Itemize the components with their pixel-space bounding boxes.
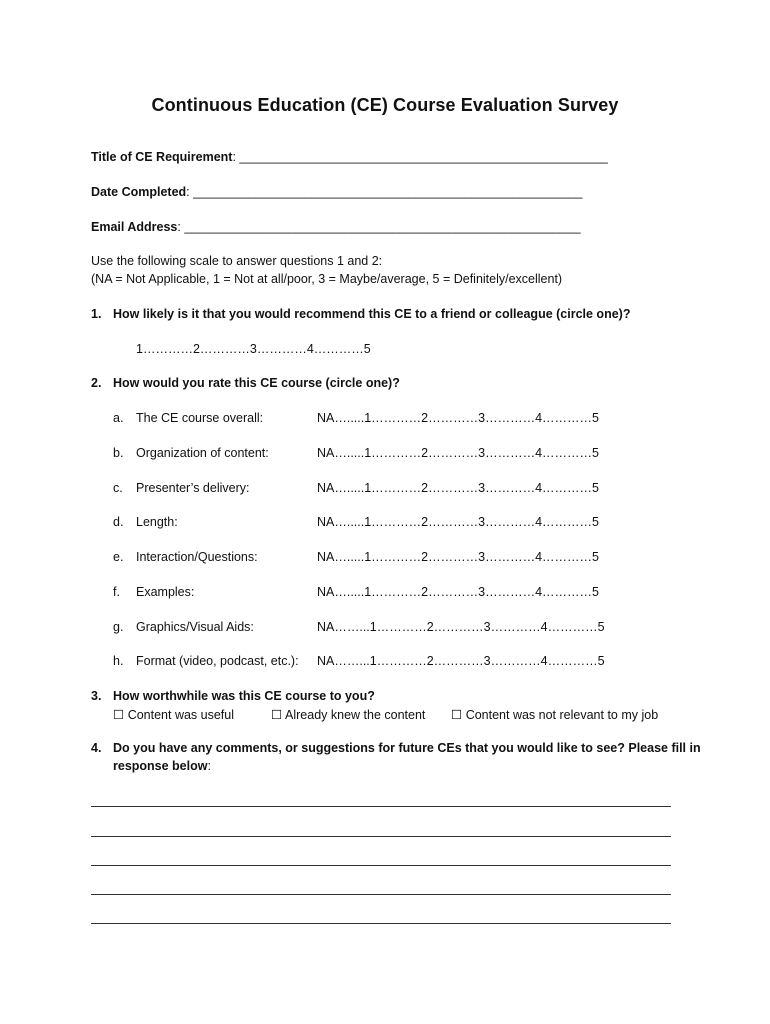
email-address-field[interactable] [91, 220, 581, 234]
item-rating-scale[interactable]: NA….....1…………2…………3…………4…………5 [317, 446, 599, 460]
item-label: Length: [136, 515, 178, 529]
q2-item-format [113, 654, 605, 668]
q2-item-delivery [113, 481, 599, 495]
option-label: Content was not relevant to my job [465, 708, 659, 722]
field-blank[interactable]: : _________________________________________________________ [177, 220, 581, 234]
item-rating-scale[interactable]: NA….....1…………2…………3…………4…………5 [317, 481, 599, 495]
item-rating-scale[interactable]: NA……...1…………2…………3…………4…………5 [317, 620, 605, 634]
q2-item-graphics [113, 620, 605, 634]
field-label: Date Completed [91, 185, 187, 199]
item-letter: a. [113, 411, 124, 425]
question-1 [91, 307, 630, 321]
option-content-useful[interactable] [113, 707, 234, 722]
q1-rating-scale[interactable]: 1…………2…………3…………4…………5 [136, 342, 371, 356]
item-letter: c. [113, 481, 123, 495]
response-line[interactable] [91, 894, 671, 895]
item-label: The CE course overall: [136, 411, 264, 425]
page-title: Continuous Education (CE) Course Evaluation Survey [151, 95, 619, 115]
response-line[interactable] [91, 923, 671, 924]
scale-intro: Use the following scale to answer questions 1 and 2: [91, 254, 383, 268]
response-line[interactable] [91, 806, 671, 807]
q2-item-examples [113, 585, 599, 599]
option-label: Already knew the content [285, 708, 426, 722]
item-rating-scale[interactable]: NA….....1…………2…………3…………4…………5 [317, 411, 599, 425]
question-4-continued [113, 759, 211, 773]
question-number: 1. [91, 307, 102, 321]
option-not-relevant[interactable] [451, 707, 658, 722]
item-letter: h. [113, 654, 124, 668]
item-label: Presenter’s delivery: [136, 481, 250, 495]
item-letter: e. [113, 550, 124, 564]
item-label: Interaction/Questions: [136, 550, 258, 564]
checkbox-icon[interactable]: ☐ [113, 708, 125, 722]
q2-item-interaction [113, 550, 599, 564]
ce-requirement-field[interactable] [91, 150, 608, 164]
question-number: 3. [91, 689, 102, 703]
question-number: 4. [91, 741, 102, 755]
item-letter: f. [113, 585, 120, 599]
item-label: Format (video, podcast, etc.): [136, 654, 299, 668]
item-letter: b. [113, 446, 124, 460]
q2-item-length [113, 515, 599, 529]
question-4 [91, 741, 701, 755]
question-text: Do you have any comments, or suggestions for future CEs that you would like to see? Please fill in [113, 741, 701, 755]
q2-item-overall [113, 411, 599, 425]
response-line[interactable] [91, 865, 671, 866]
question-text: response below [113, 759, 208, 773]
checkbox-icon[interactable]: ☐ [451, 708, 463, 722]
question-text: How worthwhile was this CE course to you? [113, 689, 375, 703]
field-blank[interactable]: : ________________________________________________________ [186, 185, 583, 199]
response-line[interactable] [91, 836, 671, 837]
question-text: How likely is it that you would recommend this CE to a friend or colleague (circle one)? [113, 307, 631, 321]
checkbox-icon[interactable]: ☐ [271, 708, 283, 722]
item-label: Examples: [136, 585, 195, 599]
item-rating-scale[interactable]: NA….....1…………2…………3…………4…………5 [317, 585, 599, 599]
item-rating-scale[interactable]: NA……...1…………2…………3…………4…………5 [317, 654, 605, 668]
question-number: 2. [91, 376, 102, 390]
option-label: Content was useful [127, 708, 235, 722]
item-rating-scale[interactable]: NA….....1…………2…………3…………4…………5 [317, 550, 599, 564]
field-label: Title of CE Requirement [91, 150, 233, 164]
item-letter: d. [113, 515, 124, 529]
item-rating-scale[interactable]: NA….....1…………2…………3…………4…………5 [317, 515, 599, 529]
item-label: Graphics/Visual Aids: [136, 620, 254, 634]
q2-item-organization [113, 446, 599, 460]
question-text-tail: : [207, 759, 211, 773]
scale-legend: (NA = Not Applicable, 1 = Not at all/poor, 3 = Maybe/average, 5 = Definitely/excellent) [91, 272, 563, 286]
item-label: Organization of content: [136, 446, 269, 460]
date-completed-field[interactable] [91, 185, 582, 199]
question-text: How would you rate this CE course (circle one)? [113, 376, 400, 390]
question-3 [91, 689, 375, 703]
field-blank[interactable]: : _____________________________________________________ [232, 150, 608, 164]
option-already-knew[interactable] [271, 707, 425, 722]
question-2 [91, 376, 400, 390]
item-letter: g. [113, 620, 124, 634]
field-label: Email Address [91, 220, 178, 234]
